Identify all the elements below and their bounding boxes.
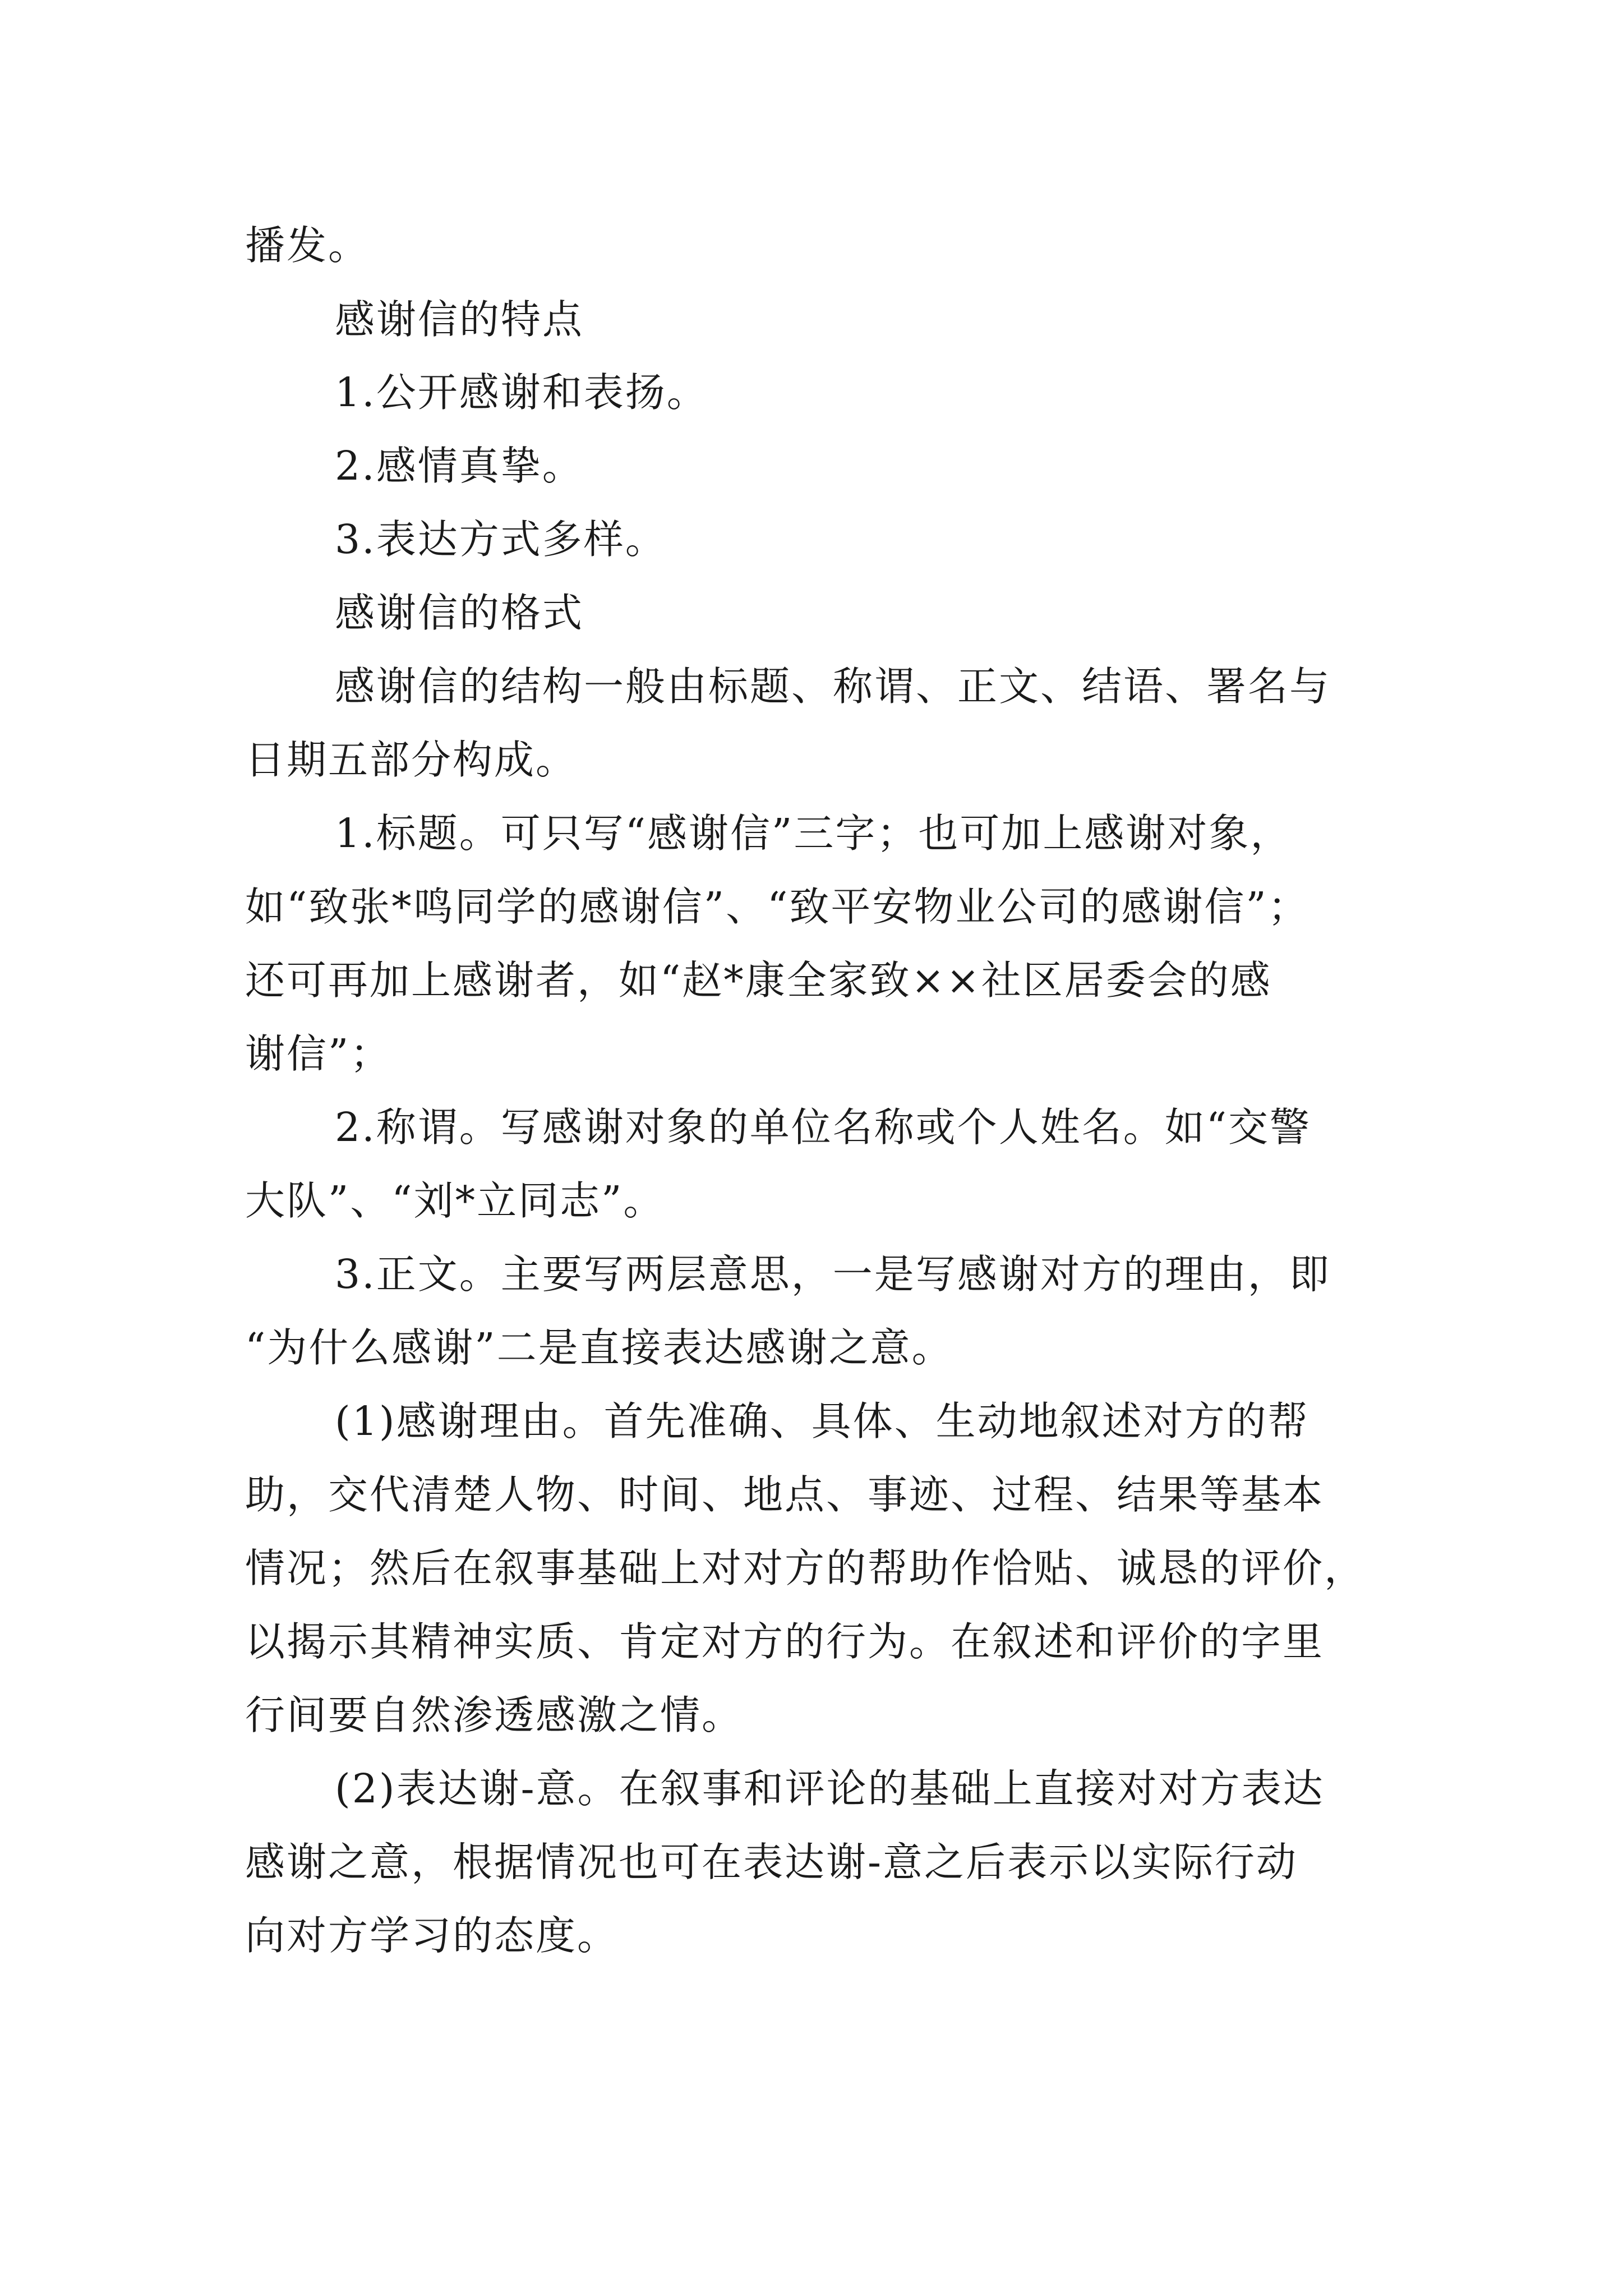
list-item: 3.表达方式多样。	[335, 516, 667, 563]
text-line: (1)感谢理由。首先准确、具体、生动地叙述对方的帮	[335, 1398, 1310, 1444]
text-line: 感谢之意，根据情况也可在表达谢-意之后表示以实际行动	[245, 1839, 1298, 1885]
text-line: “为什么感谢”二是直接表达感谢之意。	[245, 1324, 953, 1371]
text-line: 1.标题。可只写“感谢信”三字；也可加上感谢对象，	[335, 810, 1292, 857]
text-line: 感谢信的结构一般由标题、称谓、正文、结语、署名与	[335, 663, 1331, 710]
text-line: 如“致张*鸣同学的感谢信”、“致平安物业公司的感谢信”；	[245, 884, 1310, 930]
text-line: 播发。	[245, 222, 370, 269]
text-line: (2)表达谢-意。在叙事和评论的基础上直接对对方表达	[335, 1765, 1325, 1812]
text-line: 3.正文。主要写两层意思，一是写感谢对方的理由，即	[335, 1251, 1331, 1297]
text-line: 行间要自然渗透感激之情。	[245, 1692, 744, 1738]
list-item: 1.公开感谢和表扬。	[335, 369, 708, 416]
text-line: 大队”、“刘*立同志”。	[245, 1177, 665, 1224]
text-line: 以揭示其精神实质、肯定对方的行为。在叙述和评价的字里	[245, 1618, 1325, 1665]
text-line: 向对方学习的态度。	[245, 1912, 619, 1959]
text-line: 还可再加上感谢者，如“赵*康全家致××社区居委会的感	[245, 957, 1272, 1004]
section-heading: 感谢信的格式	[335, 590, 584, 636]
list-item: 2.感情真挚。	[335, 443, 584, 489]
text-line: 助，交代清楚人物、时间、地点、事迹、过程、结果等基本	[245, 1471, 1325, 1518]
text-line: 2.称谓。写感谢对象的单位名称或个人姓名。如“交警	[335, 1104, 1312, 1151]
section-heading: 感谢信的特点	[335, 296, 584, 343]
text-line: 日期五部分构成。	[245, 737, 578, 783]
text-line: 情况；然后在叙事基础上对对方的帮助作恰贴、诚恳的评价，	[245, 1545, 1366, 1591]
text-line: 谢信”；	[245, 1030, 392, 1077]
